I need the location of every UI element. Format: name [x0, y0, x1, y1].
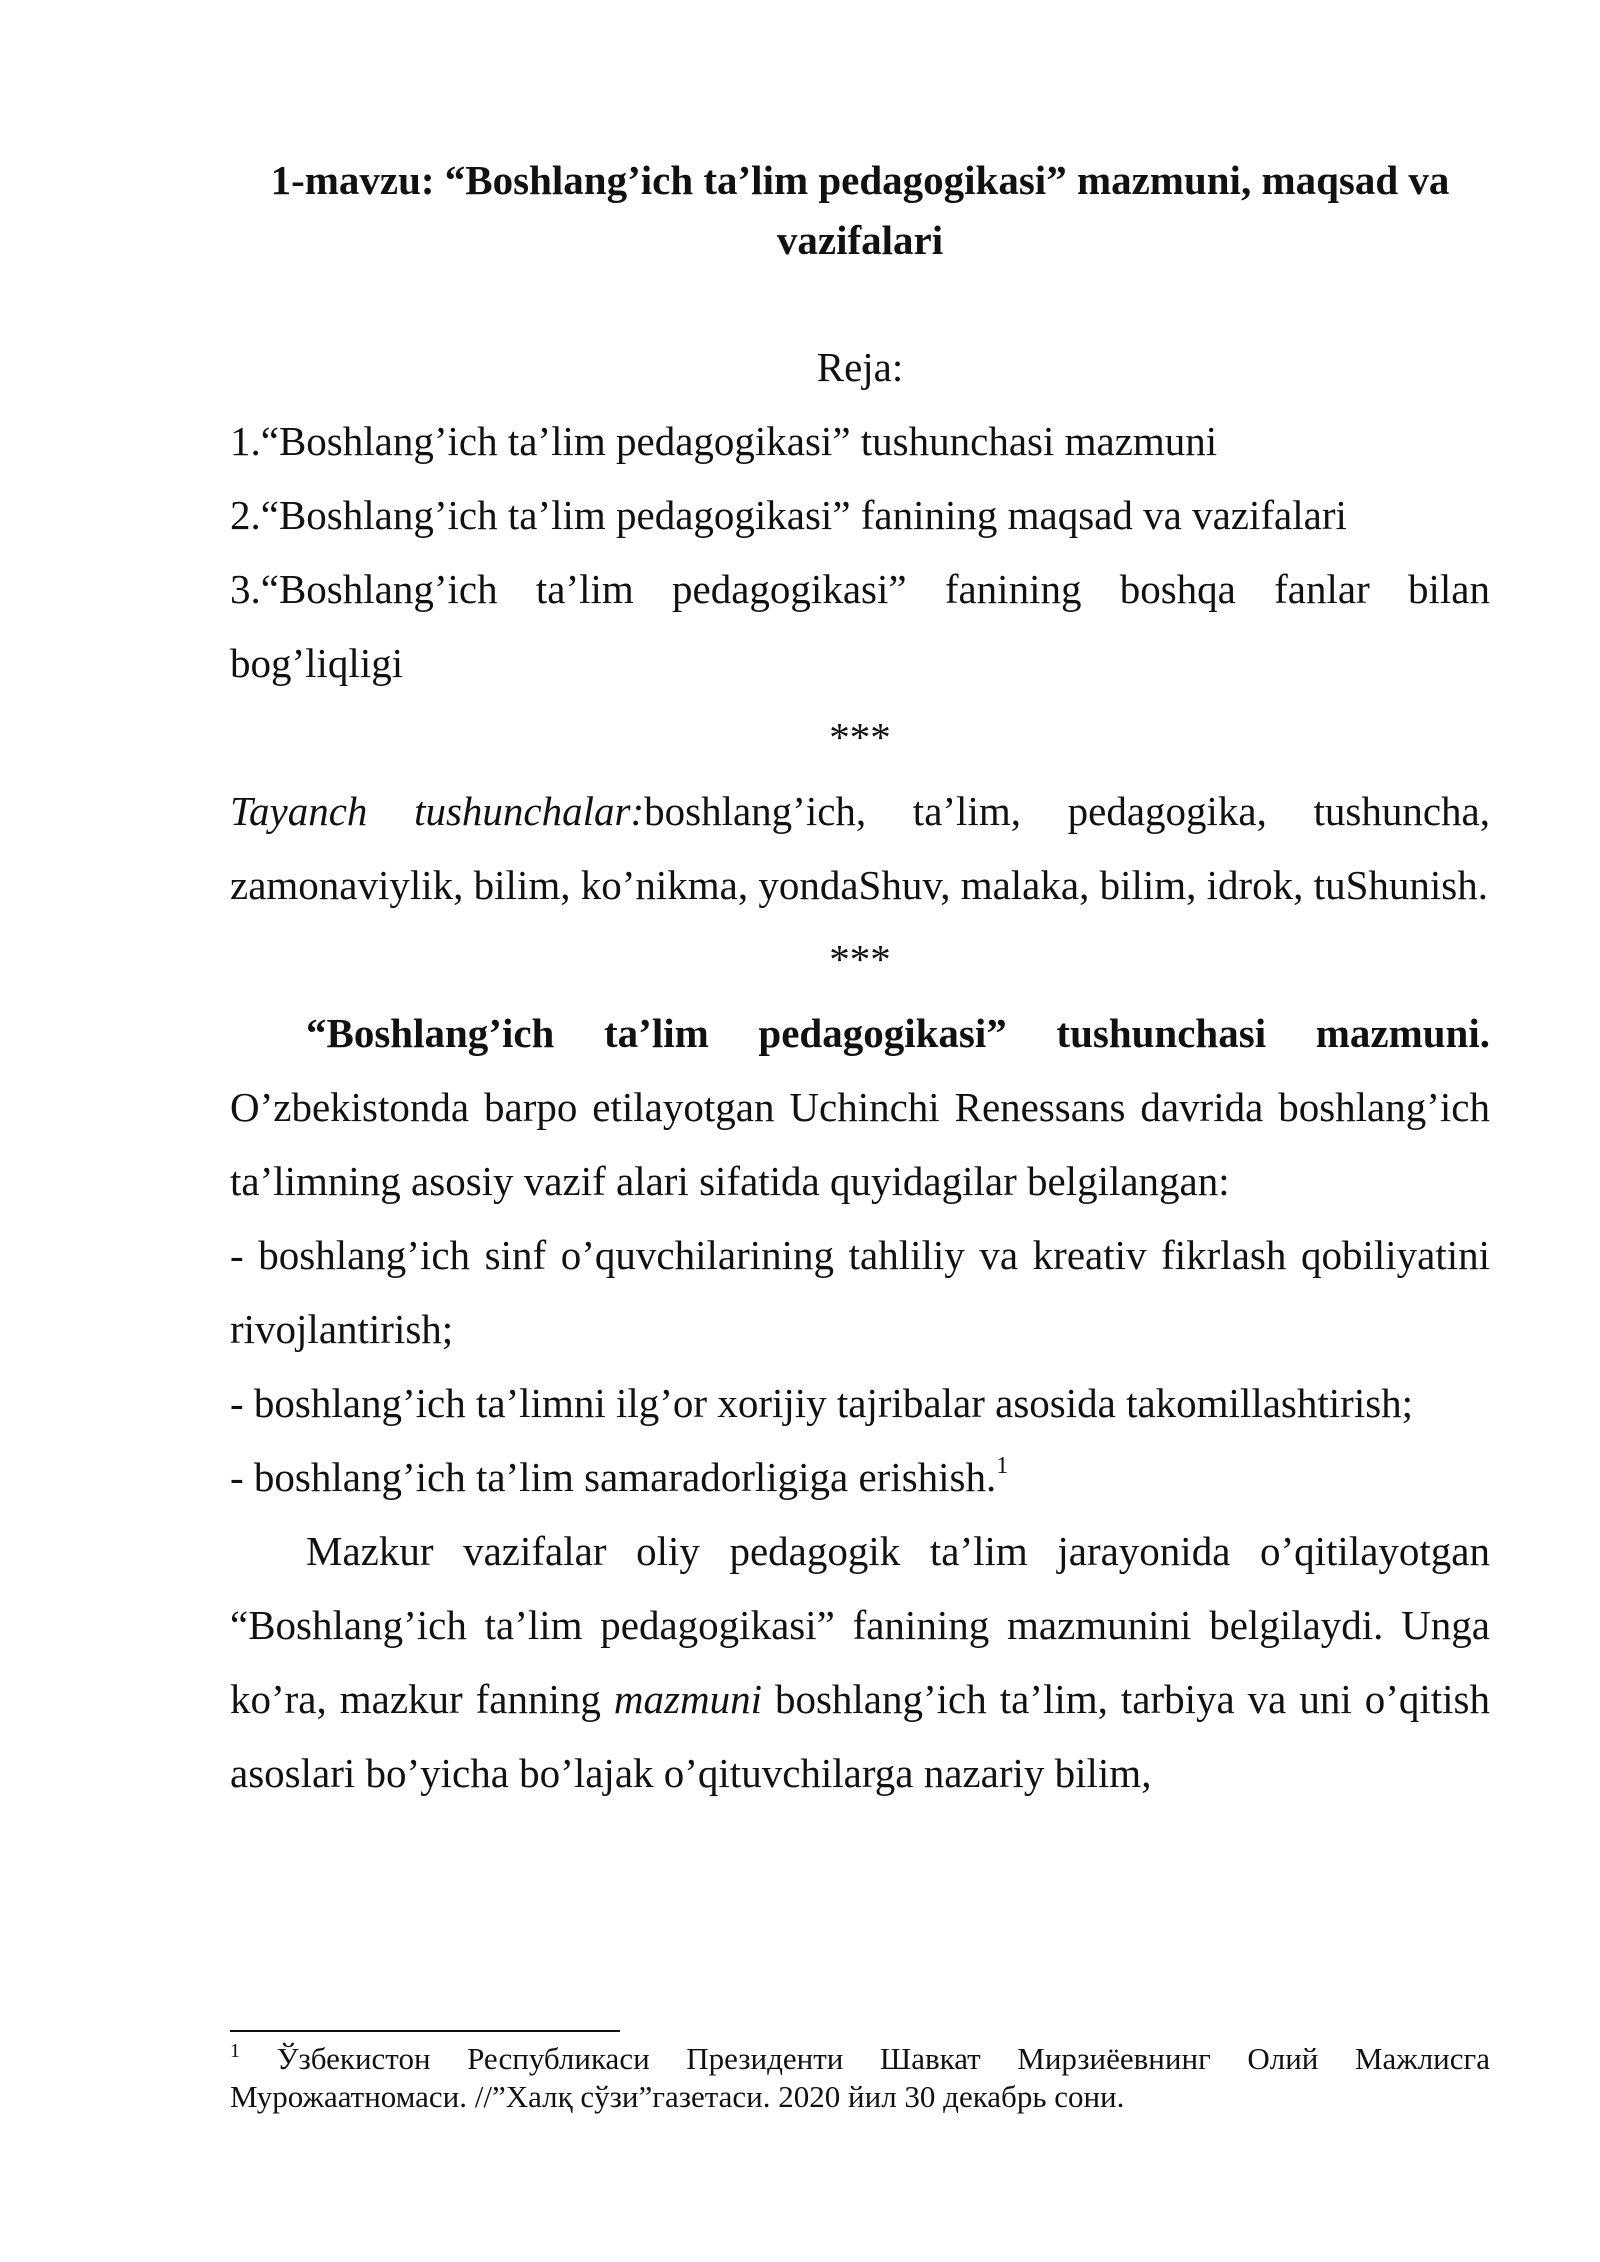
footnote-marker: 1 — [230, 2040, 240, 2062]
bullet-item — [230, 1440, 1490, 1514]
plan-heading: Reja: — [816, 344, 904, 390]
plan-item-number: 1. — [230, 418, 261, 464]
plan-item-text: “Boshlang’ich ta’lim pedagogikasi” fanining maqsad va vazifalari — [260, 492, 1347, 538]
plan-item-number: 2. — [230, 492, 261, 538]
key-terms-text: boshlang’ich, ta’lim, pedagogika, tushuncha, zamonaviylik, bilim, ko’nikma, yondaShuv, malaka, bilim, idrok, tuShunish. — [230, 788, 1490, 908]
plan-item-number: 3. — [230, 566, 261, 612]
footnote-separator — [230, 2030, 620, 2032]
document-page — [230, 150, 1490, 1810]
section-intro-text: O’zbekistonda barpo etilayotgan Uchinchi Renessans davrida boshlang’ich ta’limning asosiy vazif alari sifatida quyidagilar belgilangan: — [230, 1084, 1490, 1204]
plan-item — [230, 404, 1490, 478]
plan-item-text: “Boshlang’ich ta’lim pedagogikasi” tushunchasi mazmuni — [260, 418, 1218, 464]
key-terms-paragraph — [230, 774, 1490, 922]
footnote — [230, 2040, 1490, 2116]
body-paragraph — [230, 1514, 1490, 1810]
section-separator: *** — [829, 936, 891, 982]
footnote-text: Ўзбекистон Республикаси Президенти Шавкат Мирзиёевнинг Олий Мажлисга Мурожаатномаси. //”Халқ сўзи”газетаси. 2020 йил 30 декабрь сони. — [230, 2041, 1490, 2114]
footnote-reference[interactable]: 1 — [996, 1453, 1009, 1479]
bullet-item: - boshlang’ich sinf o’quvchilarining tahliliy va kreativ fikrlash qobiliyatini rivojlantirish; — [230, 1232, 1490, 1352]
bullet-text: - boshlang’ich ta’lim samaradorligiga erishish. — [230, 1454, 997, 1500]
body-italic-term: mazmuni — [613, 1676, 762, 1722]
key-terms-label: Tayanch tushunchalar: — [230, 788, 645, 834]
bullet-item: - boshlang’ich ta’limni ilg’or xorijiy tajribalar asosida takomillashtirish; — [230, 1380, 1414, 1426]
plan-item — [230, 478, 1490, 552]
plan-item-text: “Boshlang’ich ta’lim pedagogikasi” fanining boshqa fanlar bilan bog’liqligi — [230, 566, 1490, 686]
section-intro-paragraph — [230, 996, 1490, 1218]
body-text: boshlang’ich ta’lim, tarbiya va uni o’qitish asoslari bo’yicha bo’lajak o’qituvchilarga nazariy bilim, — [230, 1676, 1491, 1796]
page-title: 1-mavzu: “Boshlang’ich ta’lim pedagogikasi” mazmuni, maqsad va vazifalari — [270, 157, 1450, 263]
plan-item — [230, 552, 1490, 700]
body-text: Mazkur vazifalar oliy pedagogik ta’lim jarayonida o’qitilayotgan “Boshlang’ich ta’lim pedagogikasi” fanining mazmunini belgilaydi. Unga ko’ra, mazkur fanning — [230, 1528, 1490, 1722]
section-heading: “Boshlang’ich ta’lim pedagogikasi” tushunchasi mazmuni. — [306, 1010, 1490, 1056]
section-separator: *** — [829, 714, 891, 760]
